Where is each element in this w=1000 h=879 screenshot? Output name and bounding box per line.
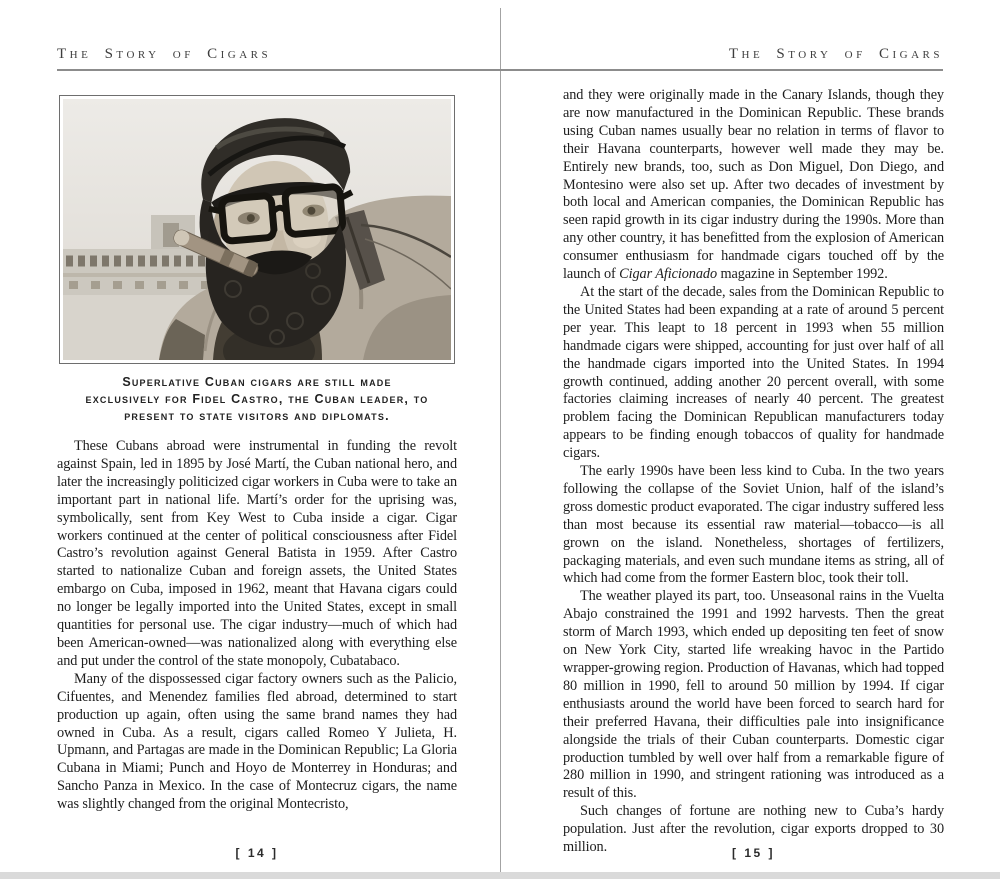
text-run: The early 1990s have been less kind to Cuba. In the two years following the collapse of the Soviet Union, half of the island’s gross domestic product evaporated. The cigar industry suffered less than most because its essential raw material—tobacco—is all grown on the island. Nonetheless, shortages of fertilizers, packaging materials, and even such mundane items as string, all of which had come from the former Eastern bloc, took their toll. — [563, 463, 944, 587]
text-run: Such changes of fortune are nothing new to Cuba’s hardy population. Just after the revolution, cigar exports dropped to 30 million. — [563, 803, 944, 856]
running-head-right: The Story of Cigars — [728, 46, 943, 62]
page-left — [57, 95, 457, 814]
italic-text-run: Cigar Aficionado — [619, 266, 717, 283]
header-rule — [57, 69, 943, 71]
running-head-left: The Story of Cigars — [57, 46, 272, 62]
gutter-divider — [500, 8, 501, 874]
text-run: At the start of the decade, sales from the Dominican Republic to the United States had been expanding at a rate of around 5 percent per year. This leapt to 18 percent in 1993 when 55 million handmade cigars were shipped, accounting for just over half of all the handmade cigars imported into the United States. In 1994 growth continued, adding another 20 percent overall, with some factories claiming increases of nearly 40 percent. The greatest problem facing the Dominican Republican manufacturers today appears to be finding enough tobaccos of quality for handmade cigars. — [563, 283, 944, 462]
text-run: magazine in September 1992. — [717, 266, 888, 283]
page-number-left: [ 14 ] — [235, 846, 279, 860]
bottom-page-edge — [0, 872, 1000, 879]
text-run: Many of the dispossessed cigar factory owners such as the Palicio, Cifuentes, and Menendez families fled abroad, determined to start production up again, often using the same brand names they had owned in Cuba. As a result, cigars called Romeo Y Julieta, H. Upmann, and Partagas are made in the Dominican Republic; La Gloria Cubana in Miami; Punch and Hoyo de Monterrey in Honduras; and Sancho Panza in Mexico. In the case of Montecruz cigars, the name was slightly changed from the original Montecristo, — [57, 670, 457, 813]
body-text-left — [57, 438, 457, 814]
text-run: These Cubans abroad were instrumental in funding the revolt against Spain, led in 1895 by José Martí, the Cuban national hero, and later the increasingly politicized cigar workers in Cuba were to take an important part in national life. Martí’s order for the uprising was, symbolically, sent from Key West to Cuba inside a cigar. Cigar workers continued at the center of political consciousness after Fidel Castro’s revolution against General Batista in 1959. After Castro started to nationalize Cuban and foreign assets, the United States embargo on Cuba, imposed in 1962, meant that Havana cigars could no longer be legally imported into the United States, except in small quantities for personal use. The cigar industry—much of which had been American-owned—was nationalized along with everything else and put under the control of the state monopoly, Cubatabaco. — [57, 438, 457, 669]
body-text-right — [563, 87, 944, 857]
body-paragraph — [563, 284, 944, 463]
text-run: and they were originally made in the Canary Islands, though they are now manufactured in the Dominican Republic. These brands using Cuban names usually bear no relation in terms of flavor to their Havana counterparts, however well made they may be. Entirely new brands, too, such as Don Miguel, Don Diego, and Montesino were also set up. After two decades of investment by both local and American companies, the Dominican Republic has seen rapid growth in its cigar industry during the 1990s. More than any other country, it has benefitted from the explosion of American consumer enthusiasm for handmade cigars touched off by the launch of — [563, 87, 944, 283]
body-paragraph — [563, 588, 944, 803]
body-paragraph — [563, 463, 944, 588]
page-number-right: [ 15 ] — [731, 846, 775, 860]
body-paragraph — [57, 438, 457, 671]
castro-photo — [63, 99, 451, 360]
page-right — [563, 87, 944, 857]
photo-caption: Superlative Cuban cigars are still made exclusively for Fidel Castro, the Cuban leader, to present to state visitors and diplomats. — [85, 375, 429, 423]
castro-photo-frame — [59, 95, 455, 364]
text-run: The weather played its part, too. Unseasonal rains in the Vuelta Abajo constrained the 1991 and 1992 harvests. Then the great storm of March 1993, which ended up depositing ten feet of snow on New York City, started life wreaking havoc in the Partido wrapper-growing region. Production of Havanas, which had topped 80 million in 1990, fell to around 50 million by 1994. If cigar enthusiasts around the world have been forced to search hard for their preferred Havana, their difficulties pale into insignificance alongside the trials of their Cuban counterparts. Domestic cigar production tumbled by well over half from a remarkable figure of 280 million in 1990, and stringent rationing was introduced as a result of this. — [563, 588, 944, 802]
body-paragraph — [57, 671, 457, 814]
body-paragraph — [563, 87, 944, 284]
